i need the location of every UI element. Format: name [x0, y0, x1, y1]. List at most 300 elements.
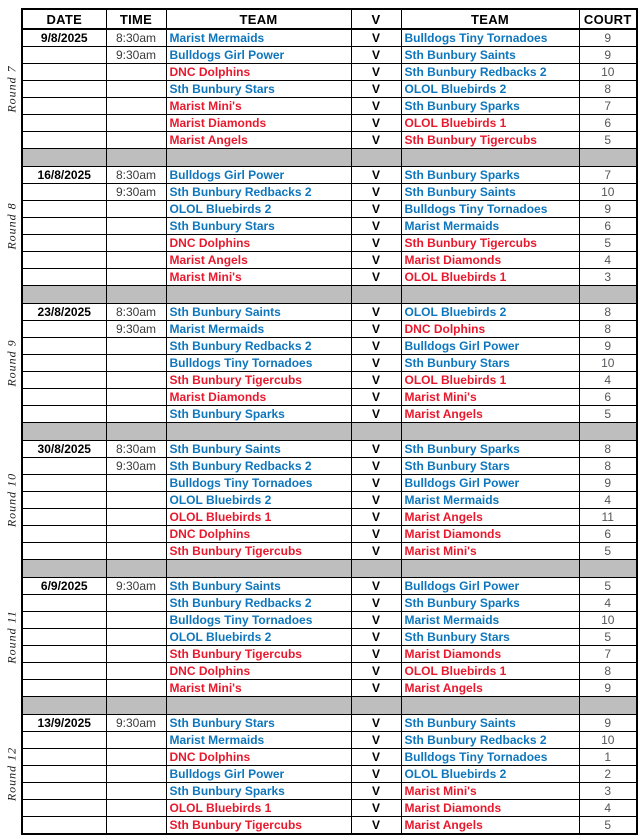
- separator-cell: [401, 560, 579, 578]
- separator-cell: [106, 423, 166, 441]
- away-team-cell: Sth Bunbury Sparks: [401, 98, 579, 115]
- game-row: [22, 817, 637, 835]
- away-team-cell: Sth Bunbury Stars: [401, 629, 579, 646]
- game-row: [22, 406, 637, 423]
- versus-cell: V: [351, 441, 401, 458]
- home-team-cell: Sth Bunbury Redbacks 2: [166, 595, 351, 612]
- court-cell: 4: [579, 252, 637, 269]
- game-row: [22, 783, 637, 800]
- versus-cell: V: [351, 372, 401, 389]
- versus-cell: V: [351, 98, 401, 115]
- date-cell: 30/8/2025: [22, 441, 106, 458]
- time-cell: 8:30am: [106, 29, 166, 47]
- away-team-cell: Bulldogs Girl Power: [401, 475, 579, 492]
- home-team-cell: Marist Mini's: [166, 269, 351, 286]
- time-cell: [106, 663, 166, 680]
- away-team-cell: Bulldogs Girl Power: [401, 578, 579, 595]
- court-cell: 5: [579, 817, 637, 835]
- versus-cell: V: [351, 81, 401, 98]
- versus-cell: V: [351, 115, 401, 132]
- date-cell: [22, 458, 106, 475]
- time-cell: [106, 235, 166, 252]
- separator-cell: [579, 560, 637, 578]
- time-cell: [106, 800, 166, 817]
- away-team-cell: Marist Diamonds: [401, 526, 579, 543]
- home-team-cell: Bulldogs Tiny Tornadoes: [166, 355, 351, 372]
- away-team-cell: Sth Bunbury Sparks: [401, 441, 579, 458]
- time-cell: [106, 680, 166, 697]
- home-team-cell: Marist Mini's: [166, 680, 351, 697]
- court-cell: 8: [579, 458, 637, 475]
- game-row: [22, 235, 637, 252]
- time-cell: [106, 732, 166, 749]
- game-row: [22, 201, 637, 218]
- separator-cell: [22, 560, 106, 578]
- away-team-cell: Marist Mini's: [401, 543, 579, 560]
- court-cell: 8: [579, 304, 637, 321]
- date-cell: [22, 98, 106, 115]
- versus-cell: V: [351, 492, 401, 509]
- date-cell: [22, 235, 106, 252]
- home-team-cell: Sth Bunbury Stars: [166, 218, 351, 235]
- time-cell: 9:30am: [106, 47, 166, 64]
- home-team-cell: OLOL Bluebirds 2: [166, 201, 351, 218]
- home-team-cell: Marist Angels: [166, 132, 351, 149]
- versus-cell: V: [351, 526, 401, 543]
- game-row: [22, 98, 637, 115]
- separator-cell: [579, 697, 637, 715]
- separator-cell: [579, 423, 637, 441]
- time-cell: [106, 629, 166, 646]
- court-cell: 7: [579, 646, 637, 663]
- header-time: TIME: [106, 9, 166, 29]
- round-label: Round 11: [4, 610, 19, 664]
- time-cell: [106, 64, 166, 81]
- court-cell: 4: [579, 595, 637, 612]
- court-cell: 4: [579, 492, 637, 509]
- versus-cell: V: [351, 132, 401, 149]
- date-cell: [22, 475, 106, 492]
- home-team-cell: Sth Bunbury Redbacks 2: [166, 184, 351, 201]
- versus-cell: V: [351, 218, 401, 235]
- date-cell: [22, 800, 106, 817]
- date-cell: [22, 389, 106, 406]
- versus-cell: V: [351, 252, 401, 269]
- time-cell: [106, 492, 166, 509]
- away-team-cell: Marist Diamonds: [401, 800, 579, 817]
- home-team-cell: Sth Bunbury Saints: [166, 578, 351, 595]
- game-row: [22, 680, 637, 697]
- home-team-cell: DNC Dolphins: [166, 749, 351, 766]
- date-cell: [22, 612, 106, 629]
- versus-cell: V: [351, 595, 401, 612]
- court-cell: 9: [579, 475, 637, 492]
- game-row: [22, 492, 637, 509]
- game-row: [22, 372, 637, 389]
- time-cell: [106, 406, 166, 423]
- home-team-cell: Bulldogs Girl Power: [166, 47, 351, 64]
- away-team-cell: Sth Bunbury Saints: [401, 47, 579, 64]
- away-team-cell: OLOL Bluebirds 1: [401, 269, 579, 286]
- versus-cell: V: [351, 475, 401, 492]
- game-row: [22, 167, 637, 184]
- date-cell: 9/8/2025: [22, 29, 106, 47]
- versus-cell: V: [351, 732, 401, 749]
- game-row: [22, 749, 637, 766]
- away-team-cell: Bulldogs Tiny Tornadoes: [401, 29, 579, 47]
- home-team-cell: Bulldogs Girl Power: [166, 766, 351, 783]
- game-row: [22, 766, 637, 783]
- header-court: COURT: [579, 9, 637, 29]
- separator-row: [22, 149, 637, 167]
- court-cell: 10: [579, 184, 637, 201]
- game-row: [22, 269, 637, 286]
- home-team-cell: Sth Bunbury Stars: [166, 715, 351, 732]
- time-cell: [106, 98, 166, 115]
- game-row: [22, 612, 637, 629]
- separator-cell: [166, 697, 351, 715]
- game-row: [22, 252, 637, 269]
- versus-cell: V: [351, 64, 401, 81]
- separator-cell: [22, 423, 106, 441]
- time-cell: [106, 817, 166, 835]
- round-label: Round 7: [4, 65, 19, 113]
- away-team-cell: Sth Bunbury Sparks: [401, 167, 579, 184]
- court-cell: 8: [579, 663, 637, 680]
- versus-cell: V: [351, 304, 401, 321]
- time-cell: 9:30am: [106, 184, 166, 201]
- date-cell: [22, 64, 106, 81]
- versus-cell: V: [351, 458, 401, 475]
- court-cell: 10: [579, 64, 637, 81]
- court-cell: 10: [579, 732, 637, 749]
- separator-cell: [351, 149, 401, 167]
- home-team-cell: Sth Bunbury Saints: [166, 441, 351, 458]
- home-team-cell: Marist Angels: [166, 252, 351, 269]
- home-team-cell: DNC Dolphins: [166, 663, 351, 680]
- away-team-cell: Sth Bunbury Sparks: [401, 595, 579, 612]
- header-versus: V: [351, 9, 401, 29]
- separator-cell: [351, 286, 401, 304]
- court-cell: 3: [579, 783, 637, 800]
- time-cell: 9:30am: [106, 578, 166, 595]
- separator-cell: [351, 697, 401, 715]
- time-cell: 8:30am: [106, 167, 166, 184]
- court-cell: 1: [579, 749, 637, 766]
- versus-cell: V: [351, 715, 401, 732]
- game-row: [22, 715, 637, 732]
- date-cell: [22, 115, 106, 132]
- separator-cell: [401, 697, 579, 715]
- separator-cell: [22, 286, 106, 304]
- versus-cell: V: [351, 766, 401, 783]
- versus-cell: V: [351, 663, 401, 680]
- home-team-cell: Bulldogs Tiny Tornadoes: [166, 612, 351, 629]
- game-row: [22, 732, 637, 749]
- home-team-cell: Sth Bunbury Sparks: [166, 783, 351, 800]
- court-cell: 10: [579, 612, 637, 629]
- game-row: [22, 646, 637, 663]
- date-cell: 6/9/2025: [22, 578, 106, 595]
- game-row: [22, 578, 637, 595]
- away-team-cell: Sth Bunbury Redbacks 2: [401, 732, 579, 749]
- time-cell: [106, 646, 166, 663]
- versus-cell: V: [351, 338, 401, 355]
- separator-cell: [106, 149, 166, 167]
- away-team-cell: Marist Mermaids: [401, 218, 579, 235]
- home-team-cell: Sth Bunbury Saints: [166, 304, 351, 321]
- court-cell: 9: [579, 715, 637, 732]
- court-cell: 8: [579, 321, 637, 338]
- separator-row: [22, 697, 637, 715]
- court-cell: 9: [579, 680, 637, 697]
- home-team-cell: OLOL Bluebirds 2: [166, 629, 351, 646]
- game-row: [22, 64, 637, 81]
- game-row: [22, 441, 637, 458]
- away-team-cell: Marist Mini's: [401, 389, 579, 406]
- time-cell: 8:30am: [106, 441, 166, 458]
- date-cell: [22, 646, 106, 663]
- separator-cell: [166, 286, 351, 304]
- court-cell: 6: [579, 389, 637, 406]
- court-cell: 9: [579, 201, 637, 218]
- away-team-cell: Marist Diamonds: [401, 252, 579, 269]
- time-cell: [106, 115, 166, 132]
- date-cell: [22, 629, 106, 646]
- versus-cell: V: [351, 29, 401, 47]
- away-team-cell: Marist Mermaids: [401, 492, 579, 509]
- separator-cell: [166, 149, 351, 167]
- separator-cell: [401, 149, 579, 167]
- date-cell: 16/8/2025: [22, 167, 106, 184]
- separator-cell: [166, 423, 351, 441]
- game-row: [22, 47, 637, 64]
- home-team-cell: Marist Mermaids: [166, 29, 351, 47]
- round-label: Round 9: [4, 339, 19, 387]
- court-cell: 6: [579, 526, 637, 543]
- date-cell: [22, 526, 106, 543]
- game-row: [22, 218, 637, 235]
- home-team-cell: Sth Bunbury Stars: [166, 81, 351, 98]
- time-cell: 9:30am: [106, 458, 166, 475]
- game-row: [22, 595, 637, 612]
- home-team-cell: Marist Mermaids: [166, 321, 351, 338]
- separator-cell: [351, 560, 401, 578]
- versus-cell: V: [351, 167, 401, 184]
- away-team-cell: Marist Diamonds: [401, 646, 579, 663]
- date-cell: [22, 372, 106, 389]
- court-cell: 3: [579, 269, 637, 286]
- away-team-cell: OLOL Bluebirds 2: [401, 304, 579, 321]
- away-team-cell: Sth Bunbury Tigercubs: [401, 235, 579, 252]
- court-cell: 9: [579, 47, 637, 64]
- date-cell: [22, 749, 106, 766]
- date-cell: [22, 543, 106, 560]
- away-team-cell: DNC Dolphins: [401, 321, 579, 338]
- separator-cell: [22, 697, 106, 715]
- time-cell: [106, 132, 166, 149]
- versus-cell: V: [351, 406, 401, 423]
- away-team-cell: OLOL Bluebirds 1: [401, 372, 579, 389]
- versus-cell: V: [351, 543, 401, 560]
- home-team-cell: Bulldogs Tiny Tornadoes: [166, 475, 351, 492]
- date-cell: [22, 252, 106, 269]
- time-cell: 9:30am: [106, 321, 166, 338]
- home-team-cell: Sth Bunbury Tigercubs: [166, 372, 351, 389]
- versus-cell: V: [351, 629, 401, 646]
- versus-cell: V: [351, 201, 401, 218]
- home-team-cell: Marist Diamonds: [166, 115, 351, 132]
- separator-row: [22, 423, 637, 441]
- court-cell: 5: [579, 578, 637, 595]
- game-row: [22, 389, 637, 406]
- time-cell: 9:30am: [106, 715, 166, 732]
- home-team-cell: OLOL Bluebirds 1: [166, 509, 351, 526]
- time-cell: [106, 355, 166, 372]
- date-cell: [22, 321, 106, 338]
- time-cell: [106, 389, 166, 406]
- header-row: [22, 9, 637, 29]
- versus-cell: V: [351, 321, 401, 338]
- away-team-cell: Marist Mini's: [401, 783, 579, 800]
- date-cell: [22, 732, 106, 749]
- date-cell: [22, 783, 106, 800]
- home-team-cell: Sth Bunbury Tigercubs: [166, 817, 351, 835]
- game-row: [22, 184, 637, 201]
- away-team-cell: Bulldogs Tiny Tornadoes: [401, 749, 579, 766]
- separator-cell: [579, 149, 637, 167]
- header-date: DATE: [22, 9, 106, 29]
- home-team-cell: DNC Dolphins: [166, 235, 351, 252]
- away-team-cell: Bulldogs Tiny Tornadoes: [401, 201, 579, 218]
- versus-cell: V: [351, 269, 401, 286]
- game-row: [22, 304, 637, 321]
- court-cell: 9: [579, 338, 637, 355]
- home-team-cell: Sth Bunbury Sparks: [166, 406, 351, 423]
- time-cell: [106, 595, 166, 612]
- court-cell: 5: [579, 235, 637, 252]
- away-team-cell: OLOL Bluebirds 2: [401, 81, 579, 98]
- fixture-table: [21, 8, 638, 835]
- away-team-cell: Sth Bunbury Stars: [401, 458, 579, 475]
- game-row: [22, 543, 637, 560]
- home-team-cell: OLOL Bluebirds 2: [166, 492, 351, 509]
- home-team-cell: Bulldogs Girl Power: [166, 167, 351, 184]
- date-cell: [22, 766, 106, 783]
- game-row: [22, 458, 637, 475]
- home-team-cell: DNC Dolphins: [166, 64, 351, 81]
- time-cell: [106, 252, 166, 269]
- away-team-cell: Marist Angels: [401, 509, 579, 526]
- separator-cell: [401, 423, 579, 441]
- date-cell: [22, 338, 106, 355]
- home-team-cell: OLOL Bluebirds 1: [166, 800, 351, 817]
- date-cell: 13/9/2025: [22, 715, 106, 732]
- versus-cell: V: [351, 612, 401, 629]
- versus-cell: V: [351, 355, 401, 372]
- court-cell: 8: [579, 81, 637, 98]
- court-cell: 6: [579, 115, 637, 132]
- separator-cell: [106, 697, 166, 715]
- versus-cell: V: [351, 800, 401, 817]
- court-cell: 4: [579, 372, 637, 389]
- court-cell: 9: [579, 29, 637, 47]
- time-cell: [106, 526, 166, 543]
- time-cell: [106, 612, 166, 629]
- header-team-home: TEAM: [166, 9, 351, 29]
- date-cell: [22, 492, 106, 509]
- time-cell: [106, 509, 166, 526]
- court-cell: 5: [579, 543, 637, 560]
- court-cell: 5: [579, 406, 637, 423]
- game-row: [22, 475, 637, 492]
- court-cell: 6: [579, 218, 637, 235]
- time-cell: [106, 338, 166, 355]
- away-team-cell: Sth Bunbury Saints: [401, 184, 579, 201]
- separator-row: [22, 286, 637, 304]
- time-cell: [106, 372, 166, 389]
- home-team-cell: Sth Bunbury Tigercubs: [166, 543, 351, 560]
- game-row: [22, 338, 637, 355]
- home-team-cell: Sth Bunbury Redbacks 2: [166, 458, 351, 475]
- separator-cell: [106, 560, 166, 578]
- time-cell: [106, 269, 166, 286]
- versus-cell: V: [351, 646, 401, 663]
- date-cell: [22, 47, 106, 64]
- home-team-cell: DNC Dolphins: [166, 526, 351, 543]
- time-cell: [106, 783, 166, 800]
- game-row: [22, 115, 637, 132]
- court-cell: 5: [579, 132, 637, 149]
- court-cell: 4: [579, 800, 637, 817]
- court-cell: 7: [579, 167, 637, 184]
- date-cell: 23/8/2025: [22, 304, 106, 321]
- separator-row: [22, 560, 637, 578]
- away-team-cell: Marist Mermaids: [401, 612, 579, 629]
- time-cell: 8:30am: [106, 304, 166, 321]
- game-row: [22, 81, 637, 98]
- game-row: [22, 355, 637, 372]
- away-team-cell: OLOL Bluebirds 1: [401, 663, 579, 680]
- date-cell: [22, 218, 106, 235]
- separator-cell: [106, 286, 166, 304]
- game-row: [22, 663, 637, 680]
- time-cell: [106, 218, 166, 235]
- date-cell: [22, 406, 106, 423]
- game-row: [22, 526, 637, 543]
- date-cell: [22, 595, 106, 612]
- separator-cell: [401, 286, 579, 304]
- date-cell: [22, 81, 106, 98]
- away-team-cell: Marist Angels: [401, 817, 579, 835]
- home-team-cell: Sth Bunbury Tigercubs: [166, 646, 351, 663]
- date-cell: [22, 184, 106, 201]
- home-team-cell: Marist Mini's: [166, 98, 351, 115]
- versus-cell: V: [351, 680, 401, 697]
- versus-cell: V: [351, 184, 401, 201]
- court-cell: 11: [579, 509, 637, 526]
- date-cell: [22, 663, 106, 680]
- round-label: Round 8: [4, 202, 19, 250]
- date-cell: [22, 132, 106, 149]
- time-cell: [106, 201, 166, 218]
- time-cell: [106, 749, 166, 766]
- versus-cell: V: [351, 389, 401, 406]
- away-team-cell: Marist Angels: [401, 406, 579, 423]
- court-cell: 10: [579, 355, 637, 372]
- date-cell: [22, 201, 106, 218]
- away-team-cell: Bulldogs Girl Power: [401, 338, 579, 355]
